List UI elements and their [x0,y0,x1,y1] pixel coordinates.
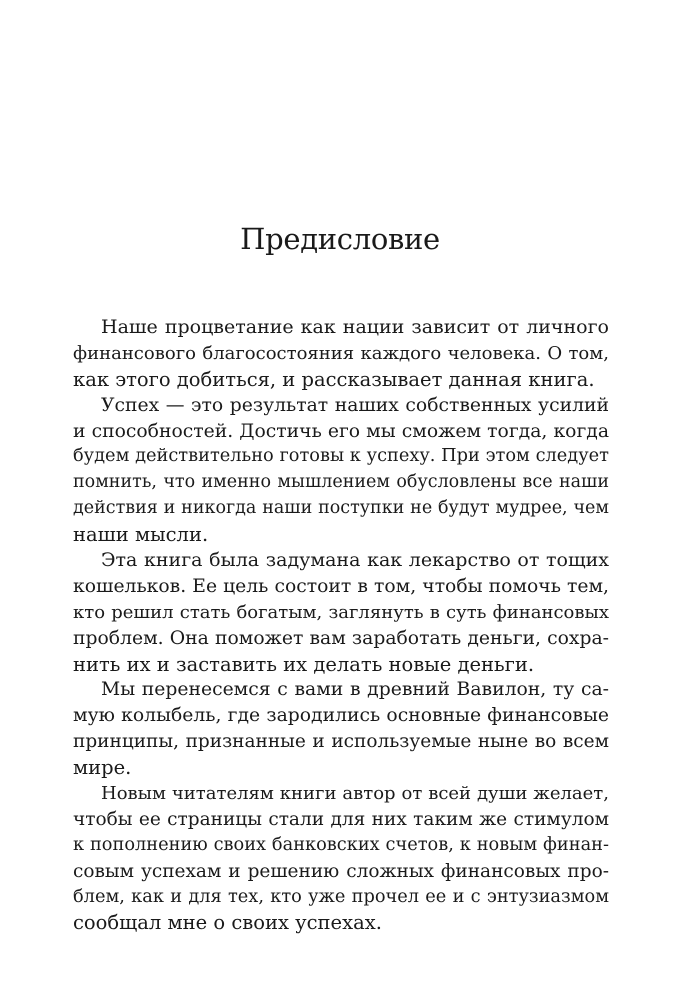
text-line: Новым читателям книги автор от всей души желает, [101,783,609,805]
text-line: Эта книга была задумана как лекарство от тощих [101,549,609,572]
text-line: проблем. Она поможет вам заработать деньги, сохра- [73,627,609,649]
text-line: Наше процветание как нации зависит от личного [101,316,609,338]
text-line: Успех — это результат наших собственных усилий [101,394,609,416]
page-title: Предисловие [240,222,440,256]
text-line: наши мысли. [73,523,209,547]
text-line: кто решил стать богатым, заглянуть в суть финансовых [73,601,609,623]
text-line: как этого добиться, и рассказывает данная книга. [73,367,595,391]
text-line: сообщал мне о своих успехах. [73,911,382,935]
text-line: мую колыбель, где зародились основные финансовые [73,705,609,727]
text-line: помнить, что именно мышлением обусловлены все наши [73,472,609,493]
preface-body [73,315,609,936]
text-line: совым успехам и решению сложных финансовых про- [73,860,609,882]
text-line: нить их и заставить их делать новые деньги. [73,652,535,676]
text-line: Мы перенесемся с вами в древний Вавилон, ту са- [101,679,609,701]
text-line: финансового благосостояния каждого человека. О том, [73,342,609,364]
text-line: кошельков. Ее цель состоит в том, чтобы помочь тем, [73,575,609,597]
text-line: мире. [73,756,132,780]
text-line: и способностей. Достичь его мы сможем тогда, когда [73,420,609,442]
text-line: принципы, признанные и используемые ныне во всем [73,731,609,753]
text-line: будем действительно готовы к успеху. При этом следует [73,446,609,467]
text-line: действия и никогда наши поступки не будут мудрее, чем [73,498,609,519]
text-line: к пополнению своих банковских счетов, к новым финан- [73,834,609,855]
text-line: чтобы ее страницы стали для них таким же стимулом [73,808,609,830]
text-line: блем, как и для тех, кто уже прочел ее и с энтузиазмом [73,886,609,907]
